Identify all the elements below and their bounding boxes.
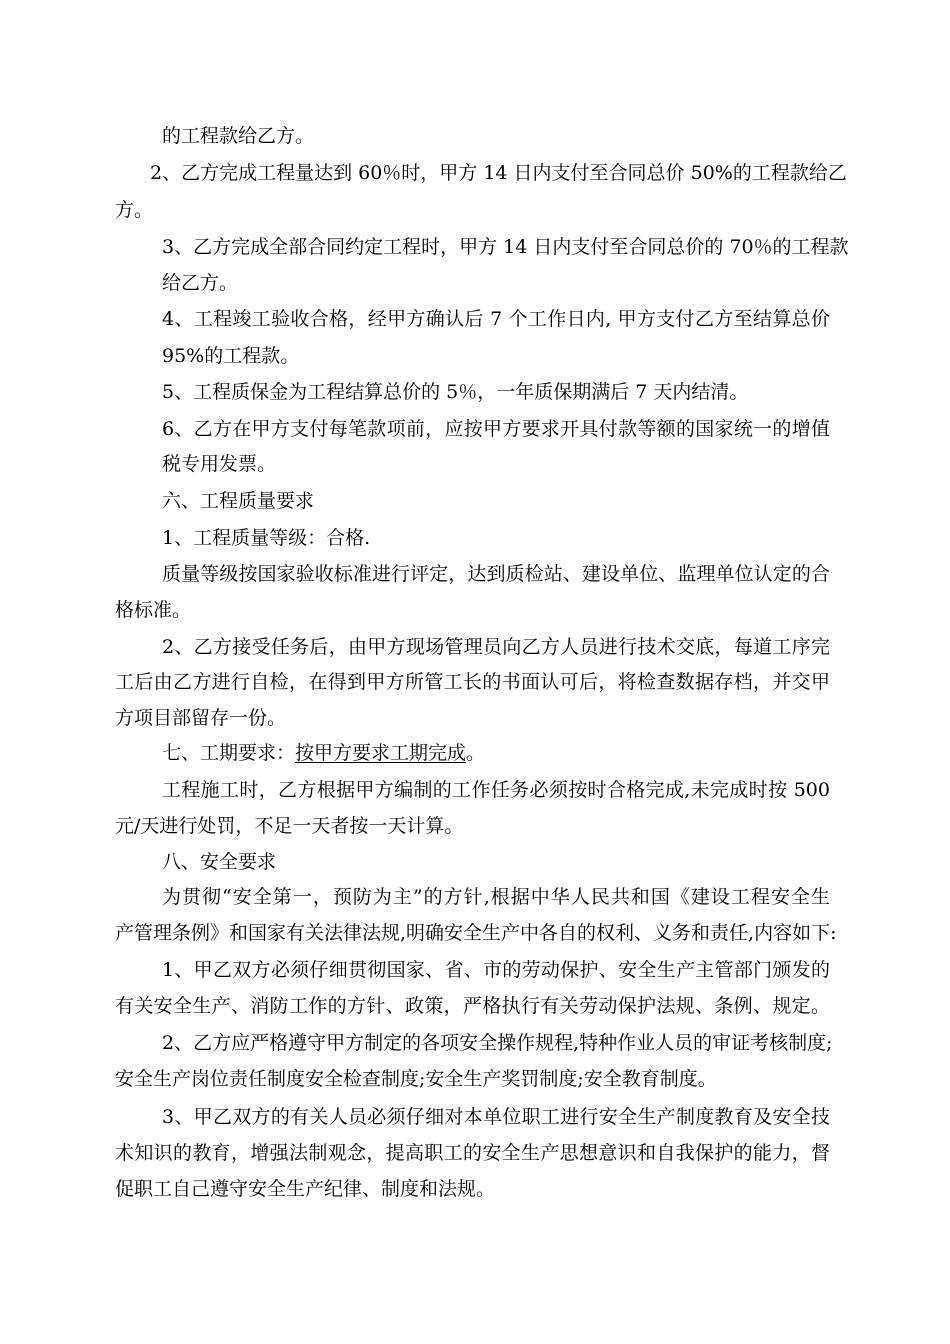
text-line: 方。 — [115, 199, 154, 221]
text-line: 工程施工时，乙方根据甲方编制的工作任务必须按时合格完成,未完成时按 500 — [162, 779, 830, 801]
text-line: 1、甲乙双方必须仔细贯彻国家、省、市的劳动保护、安全生产主管部门颁发的 — [162, 959, 830, 981]
text-line: 5、工程质保金为工程结算总价的 5％，一年质保期满后 7 天内结清。 — [162, 381, 749, 403]
text-line: 为贯彻“安全第一，预防为主”的方针,根据中华人民共和国《建设工程安全生 — [162, 886, 830, 908]
section-heading — [162, 741, 485, 765]
text-line: 2、乙方完成工程量达到 60％时，甲方 14 日内支付至合同总价 50%的工程款给乙 — [150, 162, 847, 184]
text-line: 3、甲乙双方的有关人员必须仔细对本单位职工进行安全生产制度教育及安全技 — [162, 1106, 830, 1128]
text-line: 2、乙方应严格遵守甲方制定的各项安全操作规程,特种作业人员的审证考核制度; — [162, 1032, 833, 1054]
section-heading: 八、安全要求 — [162, 851, 277, 873]
text-line: 2、乙方接受任务后，由甲方现场管理员向乙方人员进行技术交底，每道工序完 — [162, 636, 830, 658]
text-line: 给乙方。 — [162, 272, 239, 294]
text-line: 1、工程质量等级：合格. — [162, 527, 371, 549]
text-line: 安全生产岗位责任制度安全检查制度;安全生产奖罚制度;安全教育制度。 — [115, 1068, 717, 1090]
text-line: 有关安全生产、消防工作的方针、政策，严格执行有关劳动保护法规、条例、规定。 — [115, 995, 830, 1017]
text-line: 术知识的教育，增强法制观念，提高职工的安全生产思想意识和自我保护的能力，督 — [115, 1142, 830, 1164]
section-heading-label: 七、工期要求： — [162, 742, 296, 764]
text-line: 促职工自己遵守安全生产纪律、制度和法规。 — [115, 1178, 496, 1200]
text-line: 4、工程竣工验收合格，经甲方确认后 7 个工作日内, 甲方支付乙方至结算总价 — [162, 308, 830, 330]
text-line: 方项目部留存一份。 — [115, 707, 287, 729]
text-line: 的工程款给乙方。 — [162, 125, 315, 147]
text-line: 3、乙方完成全部合同约定工程时，甲方 14 日内支付至合同总价的 70％的工程款 — [162, 236, 849, 258]
heading-period: 。 — [466, 742, 486, 764]
text-line: 质量等级按国家验收标准进行评定，达到质检站、建设单位、监理单位认定的合 — [162, 563, 830, 585]
text-line: 格标准。 — [115, 599, 192, 621]
text-line: 工后由乙方进行自检，在得到甲方所管工长的书面认可后，将检查数据存档，并交甲 — [115, 671, 830, 693]
text-line: 95%的工程款。 — [162, 345, 300, 367]
text-line: 产管理条例》和国家有关法律法规,明确安全生产中各自的权利、义务和责任,内容如下: — [115, 922, 837, 944]
underlined-requirement: 按甲方要求工期完成 — [295, 742, 467, 764]
text-line: 税专用发票。 — [162, 453, 277, 475]
text-line: 6、乙方在甲方支付每笔款项前，应按甲方要求开具付款等额的国家统一的增值 — [162, 418, 830, 440]
text-line: 元/天进行处罚，不足一天者按一天计算。 — [115, 815, 464, 837]
section-heading: 六、工程质量要求 — [162, 490, 315, 512]
